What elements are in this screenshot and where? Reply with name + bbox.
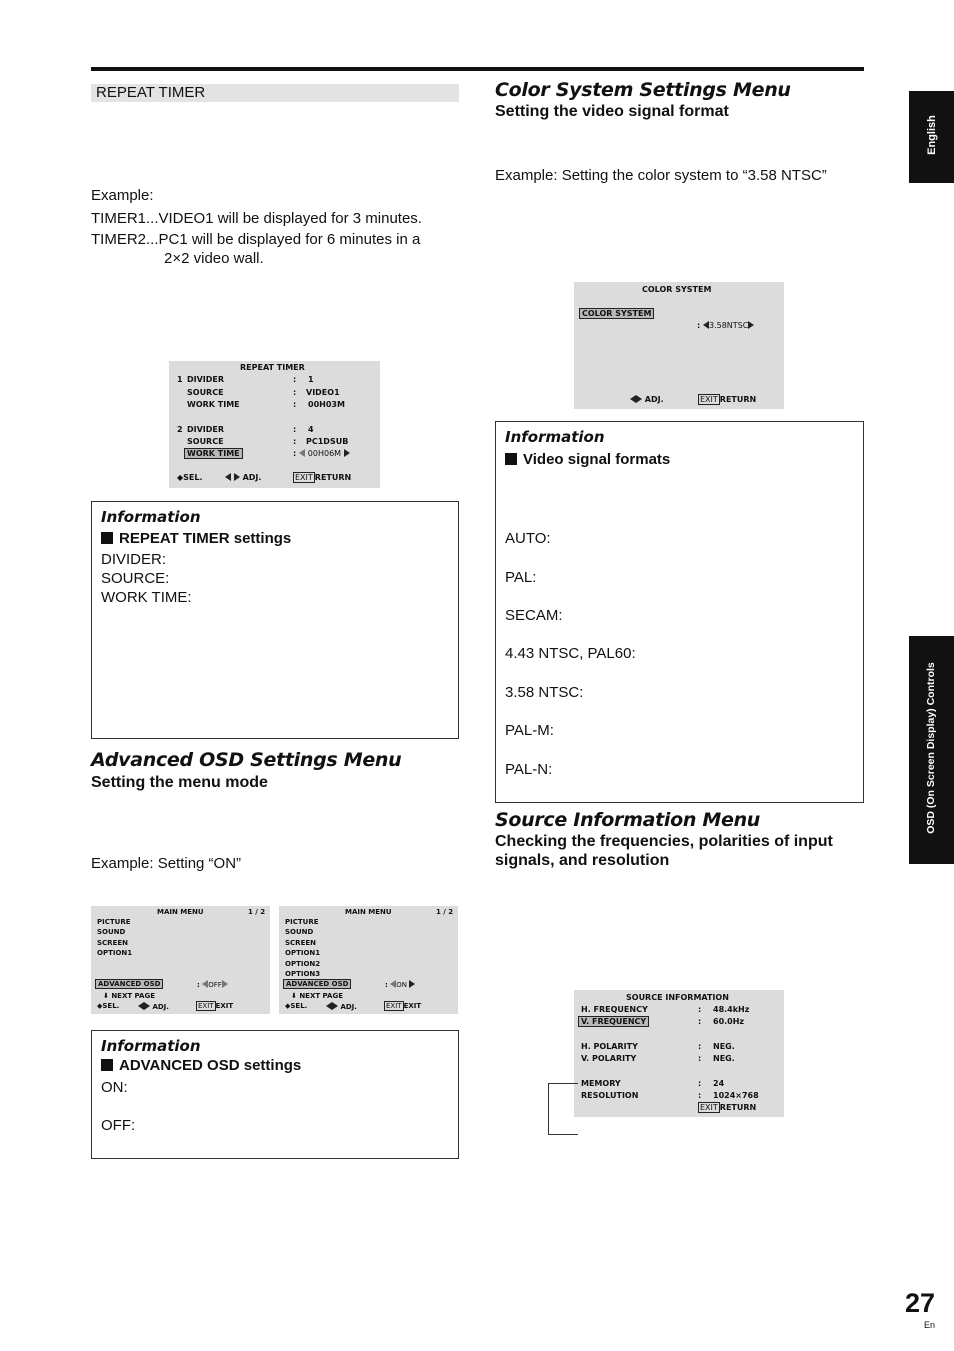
osd-colon: : — [698, 1005, 702, 1014]
osd-value-adjuster — [299, 449, 350, 458]
square-bullet-icon — [505, 453, 517, 465]
square-bullet-icon — [101, 532, 113, 544]
advanced-osd-subheading: Setting the menu mode — [91, 774, 268, 791]
example-line-2b: 2×2 video wall. — [164, 250, 264, 267]
osd-exit-hint: EXIT RETURN — [700, 395, 757, 404]
menu-item: PICTURE — [97, 918, 131, 926]
right-arrow-icon — [344, 449, 350, 457]
osd-row-label: SOURCE — [187, 437, 224, 446]
osd-title: MAIN MENU — [157, 908, 204, 916]
menu-item: SCREEN — [97, 939, 128, 947]
osd-row-label-highlight: V. FREQUENCY — [581, 1017, 647, 1026]
info-box-repeat-timer — [91, 501, 459, 739]
exit-key: EXIT — [295, 473, 313, 482]
info-line: PAL: — [505, 569, 537, 586]
osd-row-label: DIVIDER — [187, 375, 225, 384]
info-box-advanced-osd — [91, 1030, 459, 1159]
menu-item: OPTION3 — [285, 970, 321, 978]
up-down-arrow-icon: ◆ — [97, 1002, 103, 1010]
osd-row-value: 60.0Hz — [713, 1017, 745, 1026]
info-line: WORK TIME: — [101, 589, 192, 606]
exit-key: EXIT — [386, 1002, 402, 1010]
osd-row-value: 48.4kHz — [713, 1005, 750, 1014]
source-info-subheading-1: Checking the frequencies, polarities of input — [495, 833, 833, 850]
osd-colon: : — [698, 1017, 702, 1026]
right-arrow-icon — [332, 1002, 338, 1010]
osd-title: COLOR SYSTEM — [642, 285, 712, 294]
advanced-osd-item: ADVANCED OSD — [286, 980, 349, 988]
menu-item: SCREEN — [285, 939, 316, 947]
square-bullet-icon — [101, 1059, 113, 1071]
osd-adj-hint: ADJ. — [630, 395, 664, 404]
osd-row-value: NEG. — [713, 1054, 735, 1063]
osd-title: SOURCE INFORMATION — [626, 993, 729, 1002]
osd-title: REPEAT TIMER — [240, 363, 305, 372]
example-line-2a: TIMER2...PC1 will be displayed for 6 minutes in a — [91, 231, 421, 248]
down-arrow-icon: ⬇ — [291, 992, 297, 1000]
color-system-example: Example: Setting the color system to “3.58 NTSC” — [495, 167, 827, 184]
info-subtitle: ADVANCED OSD settings — [101, 1057, 301, 1074]
osd-value-adjuster: : ON — [385, 980, 415, 989]
down-arrow-icon: ⬇ — [103, 992, 109, 1000]
osd-row-value: 1 — [308, 375, 314, 384]
osd-row-label-highlight: WORK TIME — [187, 449, 240, 458]
top-rule — [91, 67, 864, 71]
info-title: Information — [505, 428, 605, 446]
info-title: Information — [101, 1037, 201, 1055]
right-arrow-icon — [234, 473, 240, 481]
color-system-osd — [574, 282, 784, 409]
info-line: ON: — [101, 1079, 128, 1096]
osd-sel-hint: ◆SEL. — [97, 1002, 120, 1010]
osd-row-label: H. FREQUENCY — [581, 1005, 648, 1014]
example-label: Example: — [91, 187, 154, 204]
next-page-hint: ⬇ NEXT PAGE — [291, 992, 343, 1000]
osd-row-label: SOURCE — [187, 388, 224, 397]
osd-value-adjuster: : OFF — [197, 980, 228, 989]
color-system-item: COLOR SYSTEM — [582, 309, 652, 318]
osd-sel-hint: ◆SEL. — [177, 473, 203, 482]
right-arrow-icon — [222, 980, 228, 988]
osd-title: MAIN MENU — [345, 908, 392, 916]
menu-item: PICTURE — [285, 918, 319, 926]
right-arrow-icon — [636, 395, 642, 403]
osd-row-value: 00H03M — [308, 400, 345, 409]
info-line: OFF: — [101, 1117, 136, 1134]
advanced-osd-heading: Advanced OSD Settings Menu — [91, 749, 402, 771]
menu-item: SOUND — [97, 928, 126, 936]
menu-item: OPTION1 — [285, 949, 321, 957]
side-tab-osd-controls — [909, 636, 954, 864]
page-number: 27 — [905, 1288, 936, 1318]
osd-colon: : — [293, 425, 297, 434]
info-line: PAL-N: — [505, 761, 553, 778]
info-line: DIVIDER: — [101, 551, 167, 568]
osd-row-value: VIDEO1 — [306, 388, 340, 397]
right-arrow-icon — [409, 980, 415, 988]
main-menu-osd-off — [91, 906, 270, 1014]
osd-exit-hint: EXIT RETURN — [700, 1103, 757, 1112]
source-info-heading: Source Information Menu — [495, 809, 761, 831]
right-arrow-icon — [748, 321, 754, 329]
bracket-connector — [548, 1083, 578, 1135]
left-arrow-icon — [299, 449, 305, 457]
right-arrow-icon — [144, 1002, 150, 1010]
info-line: 4.43 NTSC, PAL60: — [505, 645, 636, 662]
advanced-osd-item: ADVANCED OSD — [98, 980, 161, 988]
osd-row-num: 1 — [177, 375, 183, 384]
exit-key: EXIT — [700, 395, 718, 404]
osd-colon: : — [698, 1054, 702, 1063]
up-down-arrow-icon: ◆ — [177, 473, 184, 482]
osd-row-label: H. POLARITY — [581, 1042, 638, 1051]
example-line-1: TIMER1...VIDEO1 will be displayed for 3 minutes. — [91, 210, 422, 227]
exit-key: EXIT — [198, 1002, 214, 1010]
language-code: En — [924, 1320, 936, 1330]
osd-row-value: 00H06M — [307, 449, 342, 458]
info-box-video-formats — [495, 421, 864, 803]
color-system-subheading: Setting the video signal format — [495, 103, 729, 120]
menu-item: SOUND — [285, 928, 314, 936]
osd-row-label: MEMORY — [581, 1079, 621, 1088]
osd-exit-hint: EXIT EXIT — [198, 1002, 234, 1010]
osd-exit-hint: EXIT EXIT — [386, 1002, 422, 1010]
osd-row-value: PC1DSUB — [306, 437, 349, 446]
osd-row-label: DIVIDER — [187, 425, 225, 434]
info-subtitle: Video signal formats — [505, 451, 670, 468]
osd-colon: : — [293, 375, 297, 384]
osd-colon: : — [293, 400, 297, 409]
osd-adj-hint: ADJ. — [138, 1002, 169, 1011]
exit-key: EXIT — [700, 1103, 718, 1112]
info-line: SECAM: — [505, 607, 563, 624]
side-tab-english — [909, 91, 954, 183]
up-down-arrow-icon: ◆ — [285, 1002, 291, 1010]
osd-row-value: NEG. — [713, 1042, 735, 1051]
osd-sel-hint: ◆SEL. — [285, 1002, 308, 1010]
osd-adj-hint: ADJ. — [225, 473, 261, 482]
menu-item: OPTION1 — [97, 949, 133, 957]
info-line: 3.58 NTSC: — [505, 684, 584, 701]
osd-colon: : — [698, 1079, 702, 1088]
repeat-timer-osd — [169, 361, 380, 488]
osd-page: 1 / 2 — [248, 908, 266, 916]
menu-item: OPTION2 — [285, 960, 321, 968]
osd-row-num: 2 — [177, 425, 183, 434]
osd-colon: : — [698, 1091, 702, 1100]
left-arrow-icon — [225, 473, 231, 481]
osd-colon: : — [293, 388, 297, 397]
info-title: Information — [101, 508, 201, 526]
osd-colon: : — [293, 449, 297, 458]
osd-page: 1 / 2 — [436, 908, 454, 916]
osd-row-value: 4 — [308, 425, 314, 434]
color-system-heading: Color System Settings Menu — [495, 79, 791, 101]
next-page-hint: ⬇ NEXT PAGE — [103, 992, 155, 1000]
osd-adj-hint: ADJ. — [326, 1002, 357, 1011]
info-subtitle: REPEAT TIMER settings — [101, 530, 291, 547]
osd-row-value: 1024×768 — [713, 1091, 759, 1100]
osd-exit-hint: EXIT RETURN — [295, 473, 352, 482]
side-tab-osd-label: OSD (On Screen Display) Controls — [925, 662, 937, 834]
osd-colon: : — [698, 1042, 702, 1051]
side-tab-english-label: English — [926, 115, 938, 155]
source-info-osd — [574, 990, 784, 1117]
source-info-subheading-2: signals, and resolution — [495, 852, 670, 869]
info-line: SOURCE: — [101, 570, 170, 587]
info-line: AUTO: — [505, 530, 551, 547]
main-menu-osd-on — [279, 906, 458, 1014]
osd-value-adjuster: : 3.58NTSC — [697, 321, 754, 330]
info-line: PAL-M: — [505, 722, 554, 739]
repeat-timer-label: REPEAT TIMER — [91, 84, 459, 102]
advanced-osd-example: Example: Setting “ON” — [91, 855, 242, 872]
osd-row-label: WORK TIME — [187, 400, 240, 409]
osd-row-value: 24 — [713, 1079, 725, 1088]
osd-row-label: RESOLUTION — [581, 1091, 639, 1100]
osd-colon: : — [293, 437, 297, 446]
osd-row-label: V. POLARITY — [581, 1054, 637, 1063]
